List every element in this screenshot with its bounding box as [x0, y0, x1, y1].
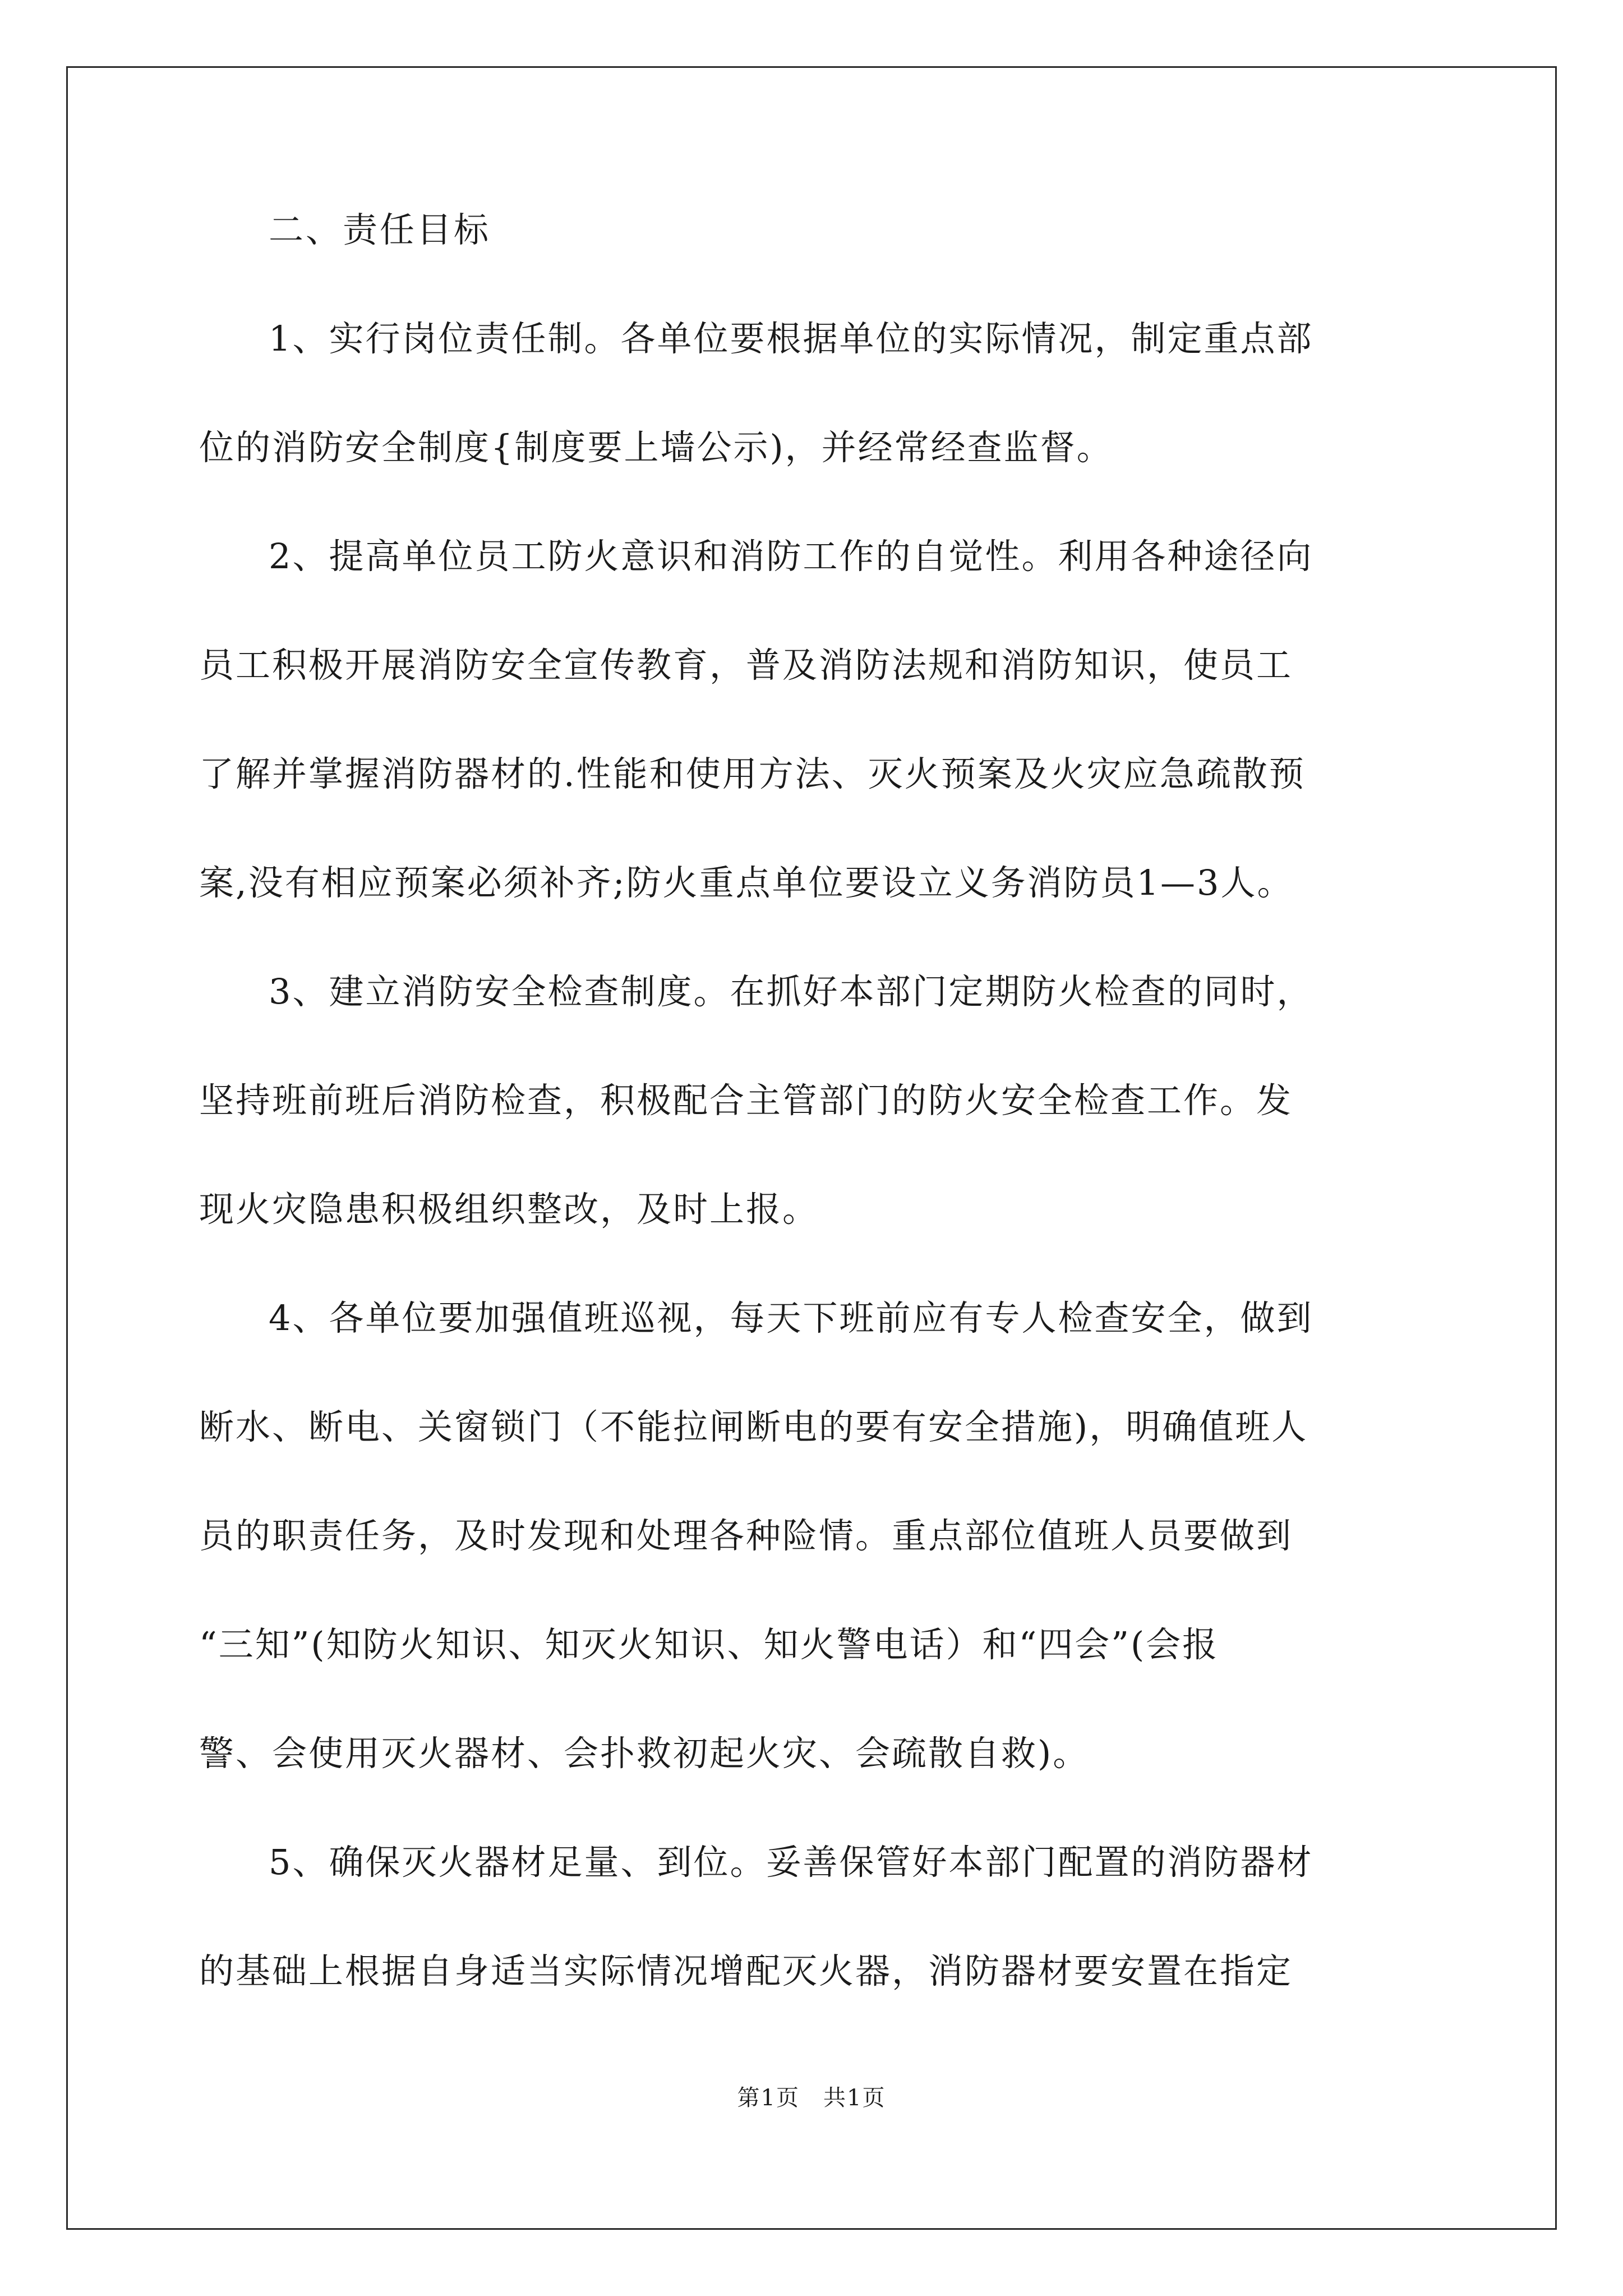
- paragraph-line: 警、会使用灭火器材、会扑救初起火灾、会疏散自救)。: [199, 1733, 1090, 1774]
- paragraph-line: 4、各单位要加强值班巡视，每天下班前应有专人检查安全，做到: [269, 1297, 1313, 1338]
- paragraph-line: 1、实行岗位责任制。各单位要根据单位的实际情况，制定重点部: [269, 318, 1313, 359]
- paragraph-4: [199, 1291, 1433, 1780]
- paragraph-3: [199, 965, 1433, 1236]
- paragraph-5: [199, 1835, 1433, 1998]
- paragraph-line: 5、确保灭火器材足量、到位。妥善保管好本部门配置的消防器材: [269, 1842, 1313, 1883]
- paragraph-line: 位的消防安全制度{制度要上墙公示)，并经常经查监督。: [199, 427, 1113, 468]
- paragraph-line: 员的职责任务，及时发现和处理各种险情。重点部位值班人员要做到: [199, 1515, 1293, 1556]
- paragraph-line: 3、建立消防安全检查制度。在抓好本部门定期防火检查的同时，: [269, 971, 1313, 1012]
- paragraph-line: 案,没有相应预案必须补齐;防火重点单位要设立义务消防员1—3人。: [199, 862, 1294, 903]
- paragraph-line: 坚持班前班后消防检查，积极配合主管部门的防火安全检查工作。发: [199, 1080, 1293, 1121]
- paragraph-line: 员工积极开展消防安全宣传教育，普及消防法规和消防知识，使员工: [199, 645, 1293, 685]
- page-number-footer: 第1页 共1页: [737, 2085, 886, 2111]
- paragraph-2: [199, 530, 1433, 910]
- paragraph-line: 了解并掌握消防器材的.性能和使用方法、灭火预案及火灾应急疏散预: [199, 753, 1306, 794]
- paragraph-line: 断水、断电、关窗锁门（不能拉闸断电的要有安全措施)，明确值班人: [199, 1406, 1308, 1447]
- paragraph-line: “三知”(知防火知识、知灭火知识、知火警电话）和“四会”(会报: [199, 1624, 1219, 1665]
- paragraph-line: 的基础上根据自身适当实际情况增配灭火器，消防器材要安置在指定: [199, 1950, 1293, 1991]
- document-body: [199, 203, 1433, 2053]
- paragraph-1: [199, 312, 1433, 475]
- paragraph-line: 2、提高单位员工防火意识和消防工作的自觉性。利用各种途径向: [269, 536, 1313, 577]
- section-heading: 二、责任目标: [269, 209, 491, 250]
- paragraph-line: 现火灾隐患积极组织整改，及时上报。: [199, 1189, 819, 1230]
